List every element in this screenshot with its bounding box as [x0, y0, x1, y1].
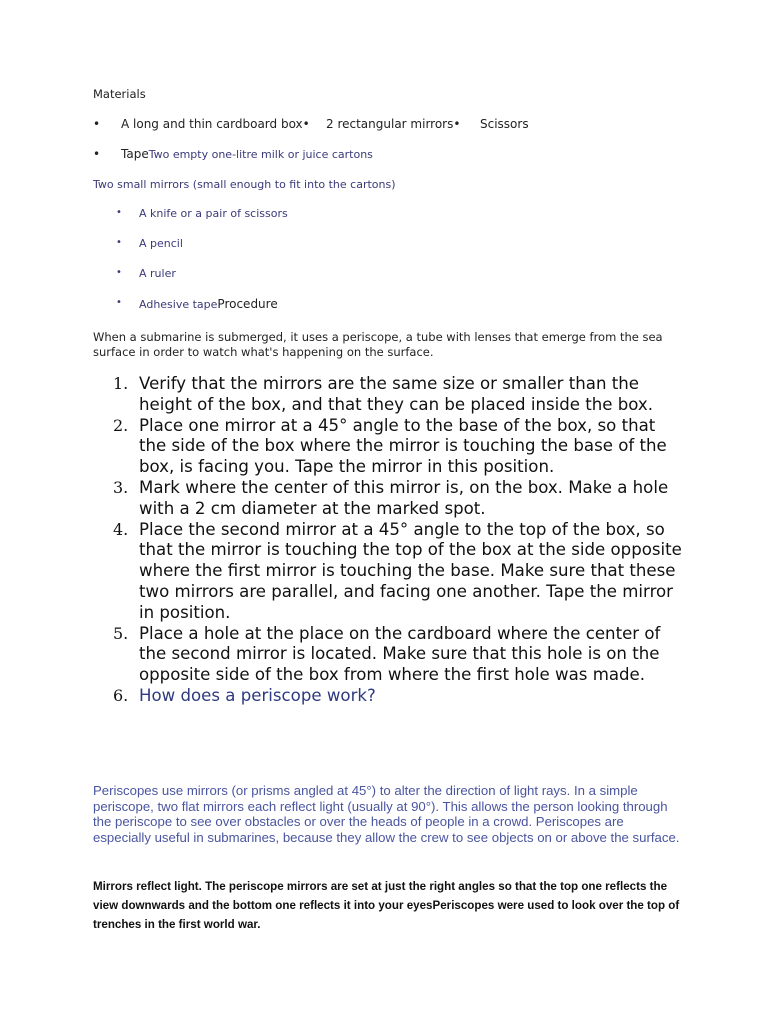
step-item: 1. Verify that the mirrors are the same size or smaller than the height of the box, and that they can be placed inside the box.	[113, 374, 654, 414]
material-item: Scissors	[480, 117, 529, 131]
mirrors-paragraph: Mirrors reflect light. The periscope mirrors are set at just the right angles so that the top one reflects the view downwards and the bottom one reflects it into your eyesPeriscopes were used to look over the top of trenches in the first world war.	[93, 880, 680, 931]
bullet: •	[116, 207, 122, 218]
step-item: 3. Mark where the center of this mirror is, on the box. Make a hole with a 2 cm diameter at the marked spot.	[113, 477, 669, 518]
procedure-steps	[113, 374, 683, 707]
small-mirrors-line: Two small mirrors (small enough to fit into the cartons)	[93, 178, 396, 191]
document-page: Materials • A long and thin cardboard box• 2 rectangular mirrors• Scissors • TapeTwo empty one-litre milk or juice cartons Two small mirrors (small enough to fit into the cartons) • A knife or a pair of scissors • A pencil • A ruler • Adhesive tapeProcedure When a submarine is submerged, it uses a periscope, a tube with lenses that emerge from the sea surface in order to watch what's happening on the surface. 1. Verify that the mirrors are the same size or smaller than the height of the box, and that they can be placed inside the box. 2. Place one mirror at a 45° angle to the base of the box, so that the side of the box where the mirror is touching the base of the box, is facing you. Tape the mirror in this position. 3. Mark where the center of this mirror is, on the box. Make a hole with a 2 cm diameter at the marked spot. 4. Place the second mirror at a 45° angle to the top of the box, so that the mirror is touching the top of the box at the side opposite where the first mirror is touching the base. Make sure that these two mirrors are parallel, and facing one another. Tape the mirror in position. 5. Place a hole at the place on the cardboard where the center of the second mirror is located. Make sure that this hole is on the opposite side of the box from where the first hole was made. 6. How does a periscope work? Periscopes use mirrors (or prisms angled at 45°) to alter the direction of light rays. In a simple periscope, two flat mirrors each reflect light (usually at 90°). This allows the person looking through the periscope to see over obstacles or over the heads of people in a crowd. Periscopes are especially useful in submarines, because they allow the crew to see objects on or above the surface. Mirrors reflect light. The periscope mirrors are set at just the right angles so that the top one reflects the view downwards and the bottom one reflects it into your eyesPeriscopes were used to look over the top of trenches in the first world war.	[0, 0, 768, 1024]
bullet: •	[93, 117, 101, 131]
intro-paragraph: When a submarine is submerged, it uses a periscope, a tube with lenses that emerge from the sea surface in order to watch what's happening on the surface.	[93, 330, 663, 359]
bullet: •	[93, 147, 101, 161]
bullet: •	[116, 267, 122, 278]
material-item: 2 rectangular mirrors•	[326, 117, 461, 131]
bullet: •	[116, 237, 122, 248]
step-item: 2. Place one mirror at a 45° angle to the base of the box, so that the side of the box where the mirror is touching the base of the box, is facing you. Tape the mirror in this position.	[113, 415, 667, 477]
bullet: •	[116, 297, 122, 308]
procedure-word: Procedure	[217, 297, 278, 311]
step-item: 5. Place a hole at the place on the cardboard where the center of the second mirror is located. Make sure that this hole is on the opposite side of the box from where the first hole was made.	[113, 623, 661, 685]
periscope-paragraph: Periscopes use mirrors (or prisms angled at 45°) to alter the direction of light rays. In a simple periscope, two flat mirrors each reflect light (usually at 90°). This allows the person looking through the periscope to see over obstacles or over the heads of people in a crowd. Periscopes are especially useful in submarines, because they allow the crew to see objects on or above the surface.	[93, 783, 680, 845]
material-item: A long and thin cardboard box•	[121, 117, 310, 131]
materials-heading: Materials	[93, 87, 146, 101]
step-item: 4. Place the second mirror at a 45° angle to the top of the box, so that the mirror is touching the top of the box at the side opposite where the first mirror is touching the base. Make sure that these two mirrors are parallel, and facing one another. Tape the mirror in position.	[113, 519, 682, 622]
material-item: TapeTwo empty one-litre milk or juice cartons	[121, 147, 373, 161]
step-item-question: 6. How does a periscope work?	[113, 685, 376, 705]
